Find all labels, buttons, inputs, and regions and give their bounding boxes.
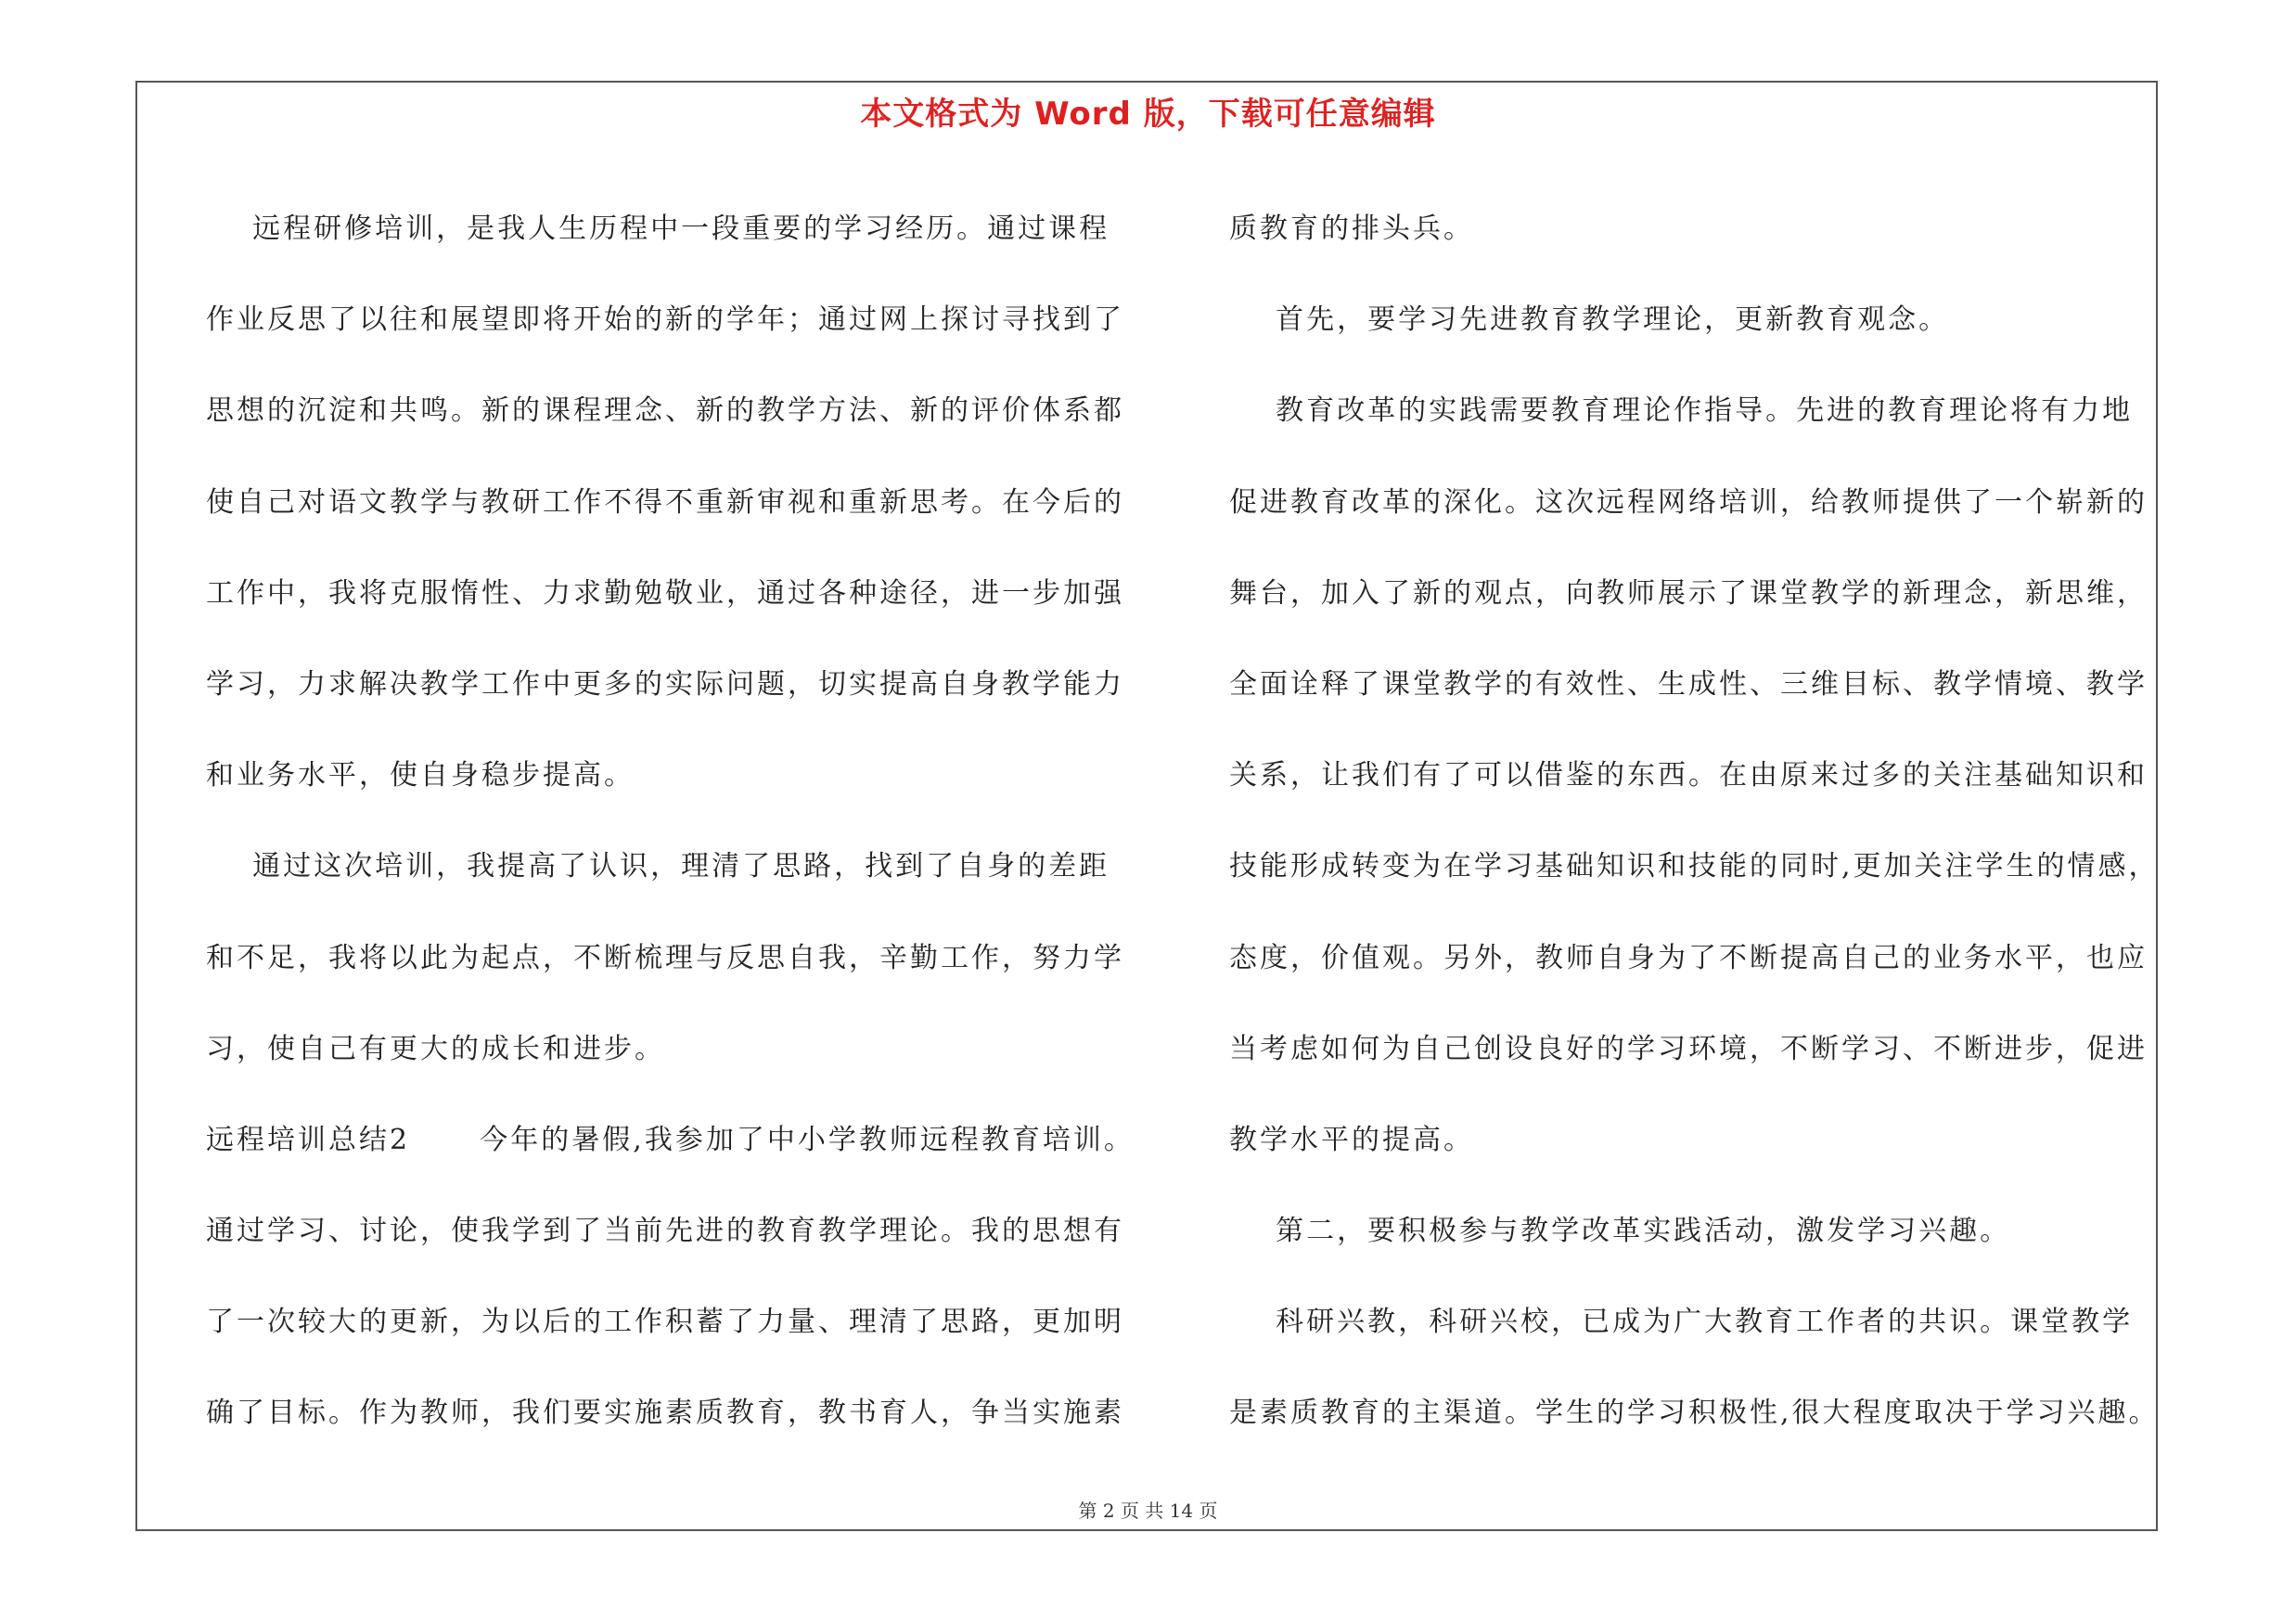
text-line: 促进教育改革的深化。这次远程网络培训，给教师提供了一个崭新的 — [1229, 485, 2148, 519]
text-line: 确了目标。作为教师，我们要实施素质教育，教书育人，争当实施素 — [206, 1397, 1124, 1430]
text-line: 通过学习、讨论，使我学到了当前先进的教育教学理论。我的思想有 — [206, 1215, 1124, 1248]
text-line: 作业反思了以往和展望即将开始的新的学年；通过网上探讨寻找到了 — [206, 303, 1124, 337]
text-line: 首先，要学习先进教育教学理论，更新教育观念。 — [1229, 303, 1950, 337]
text-line: 当考虑如何为自己创设良好的学习环境，不断学习、不断进步，促进 — [1229, 1032, 2148, 1065]
text-line: 思想的沉淀和共鸣。新的课程理念、新的教学方法、新的评价体系都 — [206, 394, 1124, 428]
text-line: 工作中，我将克服惰性、力求勤勉敬业，通过各种途径，进一步加强 — [206, 576, 1124, 610]
text-line: 和业务水平，使自身稳步提高。 — [206, 759, 635, 792]
text-line: 教学水平的提高。 — [1229, 1123, 1474, 1156]
left-column — [206, 184, 1134, 1460]
text-line: 是素质教育的主渠道。学生的学习积极性,很大程度取决于学习兴趣。 — [1229, 1397, 2160, 1430]
text-line: 全面诠释了课堂教学的有效性、生成性、三维目标、教学情境、教学 — [1229, 667, 2148, 701]
format-notice: 本文格式为 Word 版，下载可任意编辑 — [860, 96, 1436, 133]
page-number: 第 2 页 共 14 页 — [1078, 1500, 1218, 1522]
section-heading-line: 远程培训总结2 今年的暑假,我参加了中小学教师远程教育培训。 — [206, 1123, 1135, 1156]
text-line: 和不足，我将以此为起点，不断梳理与反思自我，辛勤工作，努力学 — [206, 941, 1124, 974]
text-line: 教育改革的实践需要教育理论作指导。先进的教育理论将有力地 — [1229, 394, 2134, 428]
text-line: 使自己对语文教学与教研工作不得不重新审视和重新思考。在今后的 — [206, 485, 1124, 519]
text-line: 学习，力求解决教学工作中更多的实际问题，切实提高自身教学能力 — [206, 667, 1124, 701]
text-line: 关系，让我们有了可以借鉴的东西。在由原来过多的关注基础知识和 — [1229, 759, 2148, 792]
text-line: 质教育的排头兵。 — [1229, 213, 1474, 245]
text-line: 态度，价值观。另外，教师自身为了不断提高自己的业务水平，也应 — [1229, 941, 2148, 974]
text-line: 远程研修培训，是我人生历程中一段重要的学习经历。通过课程 — [206, 213, 1110, 245]
text-line: 技能形成转变为在学习基础知识和技能的同时,更加关注学生的情感， — [1229, 850, 2160, 883]
text-line: 科研兴教，科研兴校，已成为广大教育工作者的共识。课堂教学 — [1229, 1306, 2134, 1339]
text-line: 习，使自己有更大的成长和进步。 — [206, 1032, 665, 1065]
text-line: 第二，要积极参与教学改革实践活动，激发学习兴趣。 — [1229, 1215, 2011, 1248]
text-line: 了一次较大的更新，为以后的工作积蓄了力量、理清了思路，更加明 — [206, 1306, 1124, 1339]
right-column — [1229, 184, 2160, 1460]
text-line: 舞台，加入了新的观点，向教师展示了课堂教学的新理念，新思维， — [1229, 576, 2148, 610]
text-line: 通过这次培训，我提高了认识，理清了思路，找到了自身的差距 — [206, 850, 1110, 883]
